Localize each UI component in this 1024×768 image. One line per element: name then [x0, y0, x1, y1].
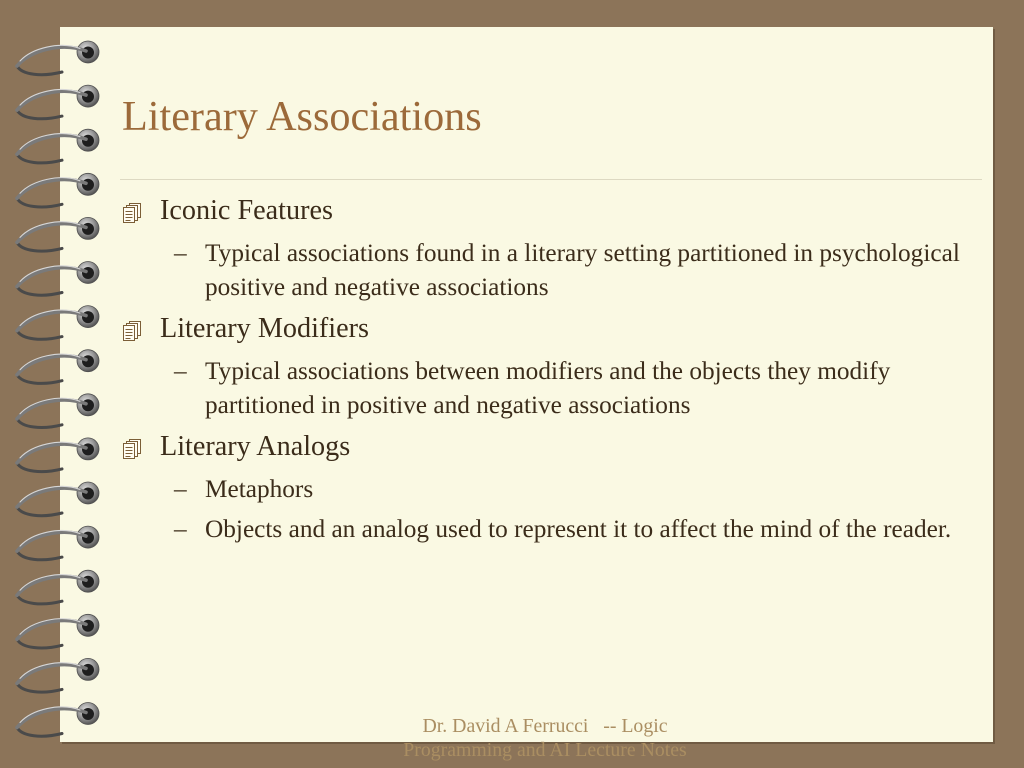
spiral-ring [17, 703, 99, 737]
spiral-wire-back [17, 463, 62, 472]
spiral-ring [17, 217, 99, 251]
ring-hole-center [82, 488, 94, 500]
spiral-wire-back [17, 110, 62, 119]
spiral-ring [17, 350, 99, 384]
bullet-text: Literary Analogs [160, 431, 351, 462]
bullet-text: Literary Modifiers [160, 313, 369, 344]
spiral-wire-front [17, 709, 86, 728]
spiral-wire-back [17, 242, 62, 251]
spiral-binding-icon [0, 0, 110, 768]
title-divider [120, 179, 982, 180]
spiral-wire-back [17, 595, 62, 604]
sub-bullet-text: Typical associations found in a literary setting partitioned in psychological positive and negative associations [205, 239, 960, 301]
spiral-wire-front [17, 47, 86, 66]
spiral-wire-back [17, 287, 62, 296]
sub-bullet-text: Objects and an analog used to represent it to affect the mind of the reader. [205, 515, 952, 543]
sub-bullet-text: Typical associations between modifiers and the objects they modify partitioned in positive and negative associations [205, 357, 891, 419]
sub-bullet-dash: – [174, 239, 187, 267]
spiral-wire-front [17, 665, 86, 684]
ring-hole-center [82, 355, 94, 367]
spiral-wire-front [17, 91, 86, 110]
spiral-ring [17, 614, 99, 648]
spiral-wire-front [17, 576, 86, 595]
spiral-ring [17, 306, 99, 340]
spiral-ring [17, 173, 99, 207]
footer-line-author: Dr. David A Ferrucci -- Logic [422, 715, 668, 737]
ring-hole-center [82, 443, 94, 455]
spiral-ring [17, 482, 99, 516]
sub-bullet-dash: – [174, 357, 187, 385]
ring-hole-center [82, 399, 94, 411]
ring-hole-center [82, 664, 94, 676]
spiral-wire-back [17, 639, 62, 648]
ring-hole-center [82, 135, 94, 147]
spiral-wire-back [17, 198, 62, 207]
spiral-ring [17, 658, 99, 692]
spiral-wire-back [17, 66, 62, 75]
spiral-wire-back [17, 375, 62, 384]
spiral-wire-back [17, 551, 62, 560]
spiral-wire-front [17, 444, 86, 463]
ring-hole-center [82, 267, 94, 279]
ring-hole-center [82, 179, 94, 191]
spiral-wire-front [17, 268, 86, 287]
spiral-wire-front [17, 312, 86, 331]
spiral-wire-back [17, 683, 62, 692]
ring-hole-center [82, 620, 94, 632]
ring-hole-center [82, 576, 94, 588]
spiral-ring [17, 129, 99, 163]
ring-hole-center [82, 532, 94, 544]
spiral-wire-front [17, 400, 86, 419]
spiral-wire-front [17, 488, 86, 507]
spiral-ring [17, 394, 99, 428]
spiral-wire-back [17, 419, 62, 428]
spiral-wire-front [17, 135, 86, 154]
slide-footer [345, 714, 745, 762]
spiral-wire-front [17, 621, 86, 640]
spiral-wire-front [17, 532, 86, 551]
slide-title: Literary Associations [122, 93, 482, 140]
spiral-ring [17, 526, 99, 560]
spiral-wire-front [17, 180, 86, 199]
spiral-ring [17, 85, 99, 119]
sub-bullet-dash: – [174, 515, 187, 543]
notepad-bullet-icon [123, 439, 141, 459]
spiral-ring [17, 41, 99, 75]
spiral-wire-back [17, 154, 62, 163]
ring-hole-center [82, 223, 94, 235]
sub-bullet-text: Metaphors [205, 475, 314, 503]
spiral-wire-front [17, 356, 86, 375]
spiral-wire-back [17, 507, 62, 516]
spiral-wire-front [17, 224, 86, 243]
ring-hole-center [82, 311, 94, 323]
footer-line-course: Programming and AI Lecture Notes [403, 739, 687, 761]
bullet-text: Iconic Features [160, 195, 333, 226]
spiral-wire-back [17, 331, 62, 340]
notepad-bullet-icon [123, 203, 141, 223]
notepad-bullet-icon [123, 321, 141, 341]
sub-bullet-dash: – [174, 475, 187, 503]
spiral-ring [17, 262, 99, 296]
spiral-ring [17, 438, 99, 472]
spiral-ring [17, 570, 99, 604]
ring-hole-center [82, 91, 94, 103]
ring-hole-center [82, 47, 94, 59]
spiral-wire-back [17, 728, 62, 737]
ring-hole-center [82, 708, 94, 720]
